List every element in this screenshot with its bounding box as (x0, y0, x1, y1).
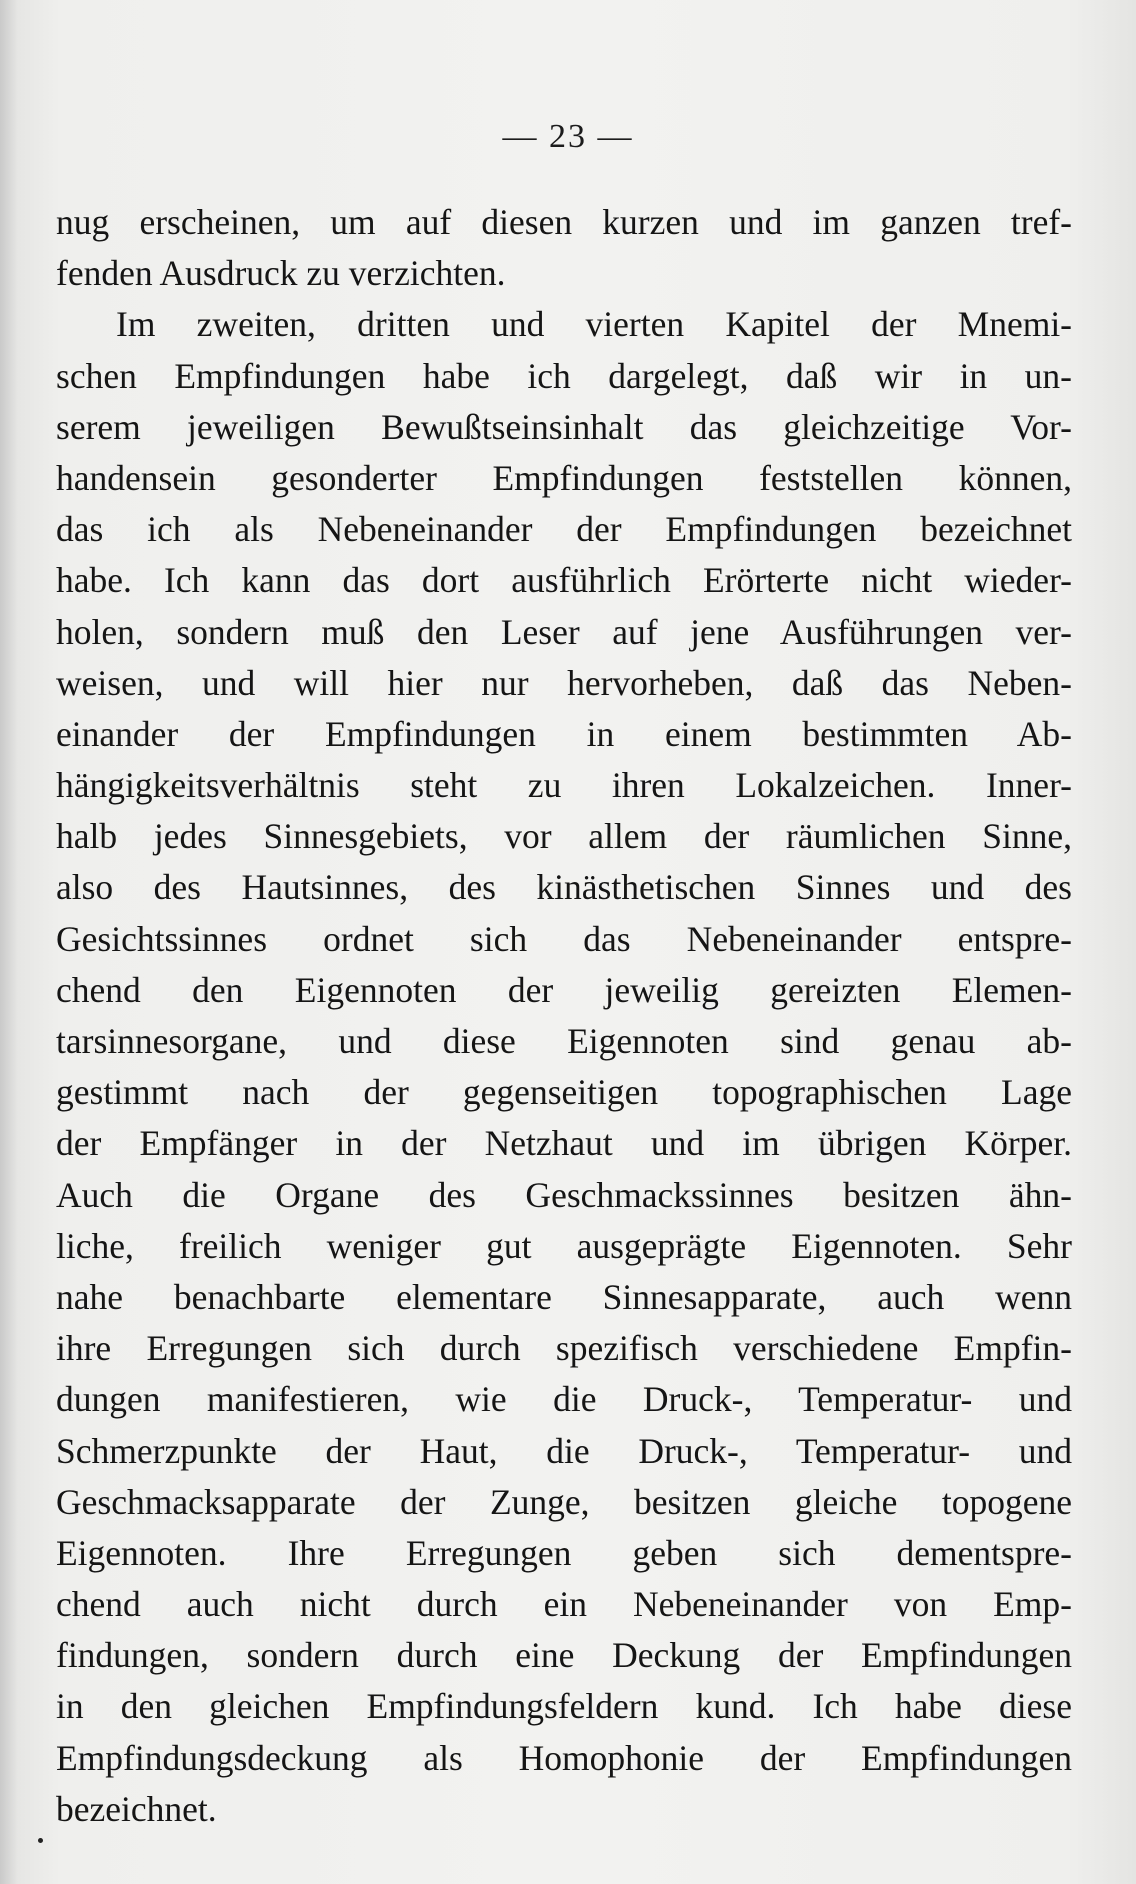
text-line: ihre Erregungen sich durch spezifisch verschiedene Empfin- (56, 1328, 1072, 1369)
text-line: Schmerzpunkte der Haut, die Druck-, Temperatur- und (56, 1430, 1072, 1471)
text-line: holen, sondern muß den Leser auf jene Ausführungen ver- (56, 611, 1072, 652)
text-line: gestimmt nach der gegenseitigen topographischen Lage (56, 1072, 1072, 1113)
text-line: halb jedes Sinnesgebiets, vor allem der räumlichen Sinne, (56, 816, 1072, 857)
text-line: fenden Ausdruck zu verzichten. (56, 253, 506, 294)
text-line: habe. Ich kann das dort ausführlich Erörterte nicht wieder- (56, 560, 1072, 601)
text-line: handensein gesonderter Empfindungen feststellen können, (56, 457, 1072, 498)
text-line: hängigkeitsverhältnis steht zu ihren Lokalzeichen. Inner- (56, 765, 1072, 806)
ink-speck (38, 1838, 43, 1843)
body-text (56, 197, 1072, 1835)
text-line: Eigennoten. Ihre Erregungen geben sich dementspre- (56, 1532, 1072, 1573)
text-line: also des Hautsinnes, des kinästhetischen Sinnes und des (56, 867, 1072, 908)
text-line: findungen, sondern durch eine Deckung der Empfindungen (56, 1635, 1072, 1676)
text-line: der Empfänger in der Netzhaut und im übrigen Körper. (56, 1123, 1072, 1164)
text-line: dungen manifestieren, wie die Druck-, Temperatur- und (56, 1379, 1072, 1420)
text-line: chend den Eigennoten der jeweilig gereizten Elemen- (56, 969, 1072, 1010)
text-line: in den gleichen Empfindungsfeldern kund. Ich habe diese (56, 1686, 1072, 1727)
text-line: Auch die Organe des Geschmackssinnes besitzen ähn- (56, 1174, 1072, 1215)
text-line: Gesichtssinnes ordnet sich das Nebeneinander entspre- (56, 918, 1072, 959)
text-line: einander der Empfindungen in einem bestimmten Ab- (56, 713, 1072, 754)
text-line: schen Empfindungen habe ich dargelegt, daß wir in un- (56, 355, 1072, 396)
text-line: tarsinnesorgane, und diese Eigennoten sind genau ab- (56, 1021, 1072, 1061)
text-line: das ich als Nebeneinander der Empfindungen bezeichnet (56, 509, 1072, 550)
text-line: nahe benachbarte elementare Sinnesapparate, auch wenn (56, 1276, 1072, 1317)
text-line: Geschmacksapparate der Zunge, besitzen gleiche topogene (56, 1481, 1072, 1522)
text-line: Empfindungsdeckung als Homophonie der Empfindungen (56, 1737, 1072, 1778)
text-line: bezeichnet. (56, 1788, 217, 1829)
text-line: liche, freilich weniger gut ausgeprägte Eigennoten. Sehr (56, 1225, 1072, 1266)
text-line: weisen, und will hier nur hervorheben, daß das Neben- (56, 662, 1072, 703)
page-number: — 23 — (502, 118, 634, 155)
text-line: chend auch nicht durch ein Nebeneinander von Emp- (56, 1584, 1072, 1625)
text-line: nug erscheinen, um auf diesen kurzen und im ganzen tref- (56, 202, 1072, 242)
text-line: Im zweiten, dritten und vierten Kapitel der Mnemi- (116, 304, 1072, 345)
text-line: serem jeweiligen Bewußtseinsinhalt das gleichzeitige Vor- (56, 406, 1072, 447)
